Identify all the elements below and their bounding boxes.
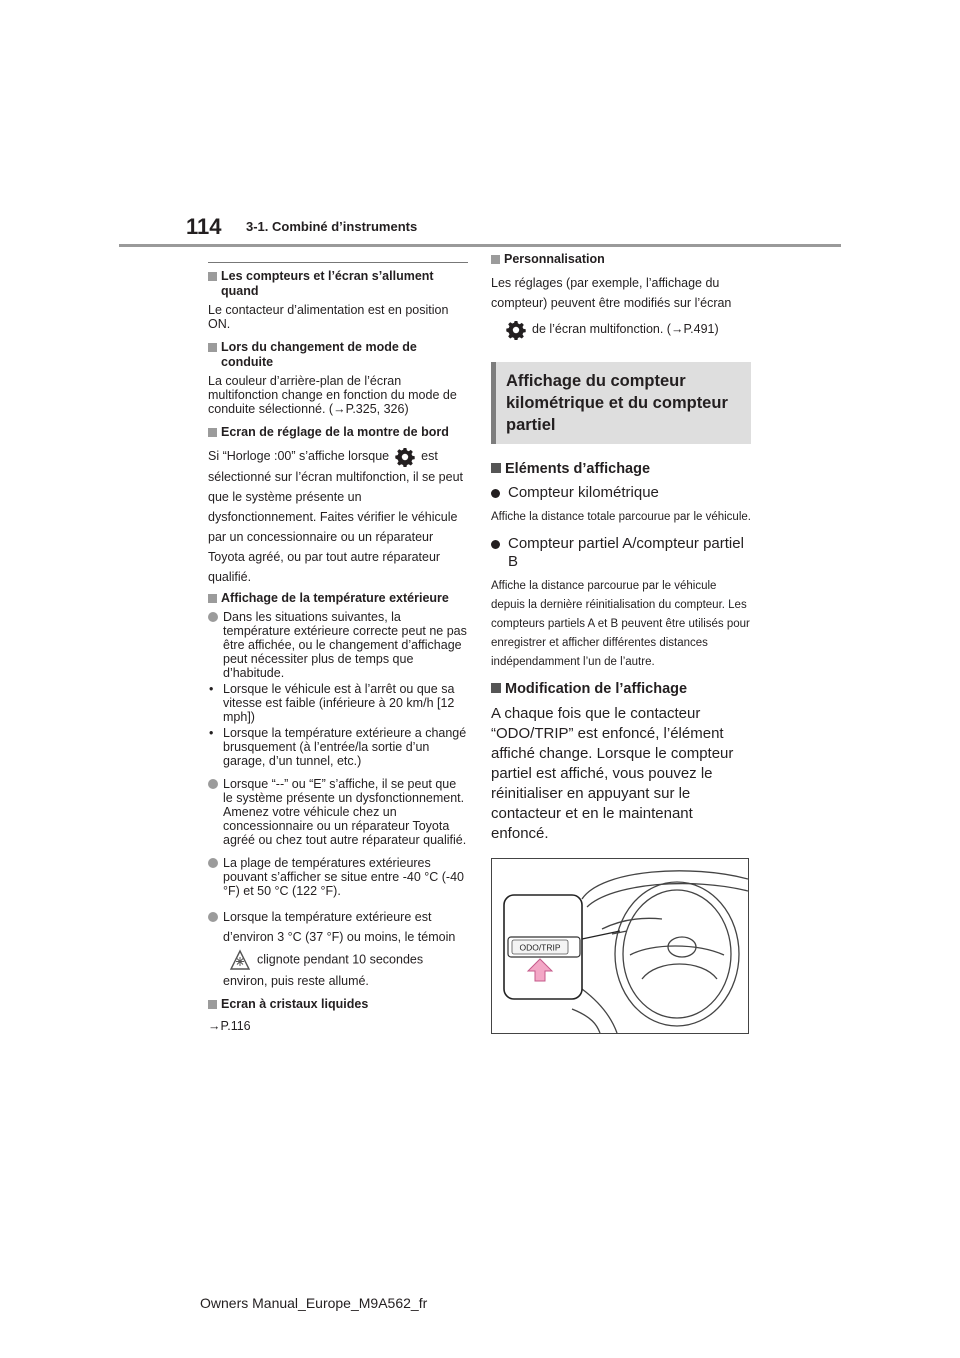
paragraph: de l’écran multifonction. (→P.491) [491, 319, 751, 340]
square-bullet-icon [208, 272, 217, 281]
list-item: Lorsque “--” ou “E” s’affiche, il se peut que le système présente un dysfonctionnement. Amenez votre véhicule chez un concessionnaire ou un réparateur Toyota agréé ou chez tout autre réparateur qualifié. [208, 777, 468, 847]
odo-trip-button-label: ODO/TRIP [519, 942, 561, 953]
bullet-icon [208, 858, 218, 868]
odo-trip-illustration [491, 858, 749, 1034]
paragraph: Si “Horloge :00” s’affiche lorsque est sélectionné sur l’écran multifonction, il se peut que le système présente un dysfonctionnement. Faites vérifier le véhicule par un concessionnaire ou un réparateur Toyota agréé, ou par tout autre réparateur qualifié. [208, 446, 468, 587]
paragraph: clignote pendant 10 secondes environ, puis reste allumé. [208, 949, 468, 991]
list-item: • Lorsque la température extérieure a changé brusquement (à l’entrée/la sortie d’un garage, d’un tunnel, etc.) [209, 725, 467, 768]
subheading: Modification de l’affichage [491, 680, 751, 698]
square-bullet-icon [491, 683, 501, 693]
list-item: • Lorsque le véhicule est à l’arrêt ou que sa vitesse est faible (inférieure à 20 km/h [12 mph]) [209, 681, 455, 724]
page-reference[interactable]: →P.325, 326) [333, 402, 409, 416]
section-rule [208, 262, 468, 263]
list-item: Lorsque la température extérieure est d’environ 3 °C (37 °F) ou moins, le témoin [208, 907, 468, 947]
section-title: Affichage du compteur kilométrique et du compteur partiel [491, 362, 751, 444]
subheading: Ecran à cristaux liquides [208, 997, 468, 1012]
gear-icon [506, 320, 526, 340]
chapter-title: 3-1. Combiné d’instruments [246, 219, 418, 234]
dashboard-drawing [492, 859, 748, 1033]
list-item: Compteur partiel A/compteur partiel B [491, 535, 751, 571]
page-reference[interactable]: →P.116 [208, 1018, 251, 1033]
gear-icon [395, 447, 415, 467]
square-bullet-icon [208, 343, 217, 352]
bullet-icon [208, 612, 218, 622]
bullet-icon [491, 489, 500, 498]
subheading: Personnalisation [491, 252, 751, 267]
paragraph: Les réglages (par exemple, l’affichage du compteur) peuvent être modifiés sur l’écran [491, 276, 732, 310]
subheading: Lors du changement de mode de conduite [208, 340, 468, 370]
subheading: Ecran de réglage de la montre de bord [208, 425, 468, 440]
square-bullet-icon [208, 428, 217, 437]
bullet-icon [208, 912, 218, 922]
header-rule [119, 244, 841, 247]
paragraph: Affiche la distance parcourue par le véhicule depuis la dernière réinitialisation du compteur. Les compteurs partiels A et B peuvent être utilisés pour enregistrer et afficher différentes distances indépendamment l’un de l’autre. [491, 579, 750, 668]
list-item: La plage de températures extérieures pouvant s’afficher se situe entre -40 °C (-40 °F) et 50 °C (122 °F). [208, 856, 468, 898]
footer-label: Owners Manual_Europe_M9A562_fr [200, 1295, 428, 1311]
frost-warning-icon [229, 949, 251, 971]
subheading: Eléments d’affichage [491, 460, 751, 478]
square-bullet-icon [208, 594, 217, 603]
bullet-icon [491, 540, 500, 549]
left-column [208, 262, 468, 1040]
square-bullet-icon [491, 463, 501, 473]
bullet-icon [208, 779, 218, 789]
paragraph: A chaque fois que le contacteur “ODO/TRIP” est enfoncé, l’élément affiché change. Lorsque le compteur partiel est affiché, vous pouvez le réinitialiser en appuyant sur le contacteur et en le maintenant enfoncé. [491, 704, 734, 842]
list-item: Dans les situations suivantes, la température extérieure correcte peut ne pas être affichée, ou le changement d’affichage peut nécessiter plus de temps que d’habitude. [208, 610, 468, 680]
square-bullet-icon [208, 1000, 217, 1009]
list-item: Compteur kilométrique [491, 484, 751, 502]
square-bullet-icon [491, 255, 500, 264]
paragraph: Le contacteur d’alimentation est en position ON. [208, 303, 449, 331]
right-column [491, 252, 751, 1034]
page-number: 114 [186, 214, 222, 239]
paragraph: La couleur d’arrière-plan de l’écran multifonction change en fonction du mode de conduite sélectionné. (→P.325, 326) [208, 374, 457, 416]
paragraph: Affiche la distance totale parcourue par le véhicule. [491, 510, 751, 523]
subheading: Affichage de la température extérieure [208, 591, 468, 606]
subheading: Les compteurs et l’écran s’allument quand [208, 269, 468, 299]
